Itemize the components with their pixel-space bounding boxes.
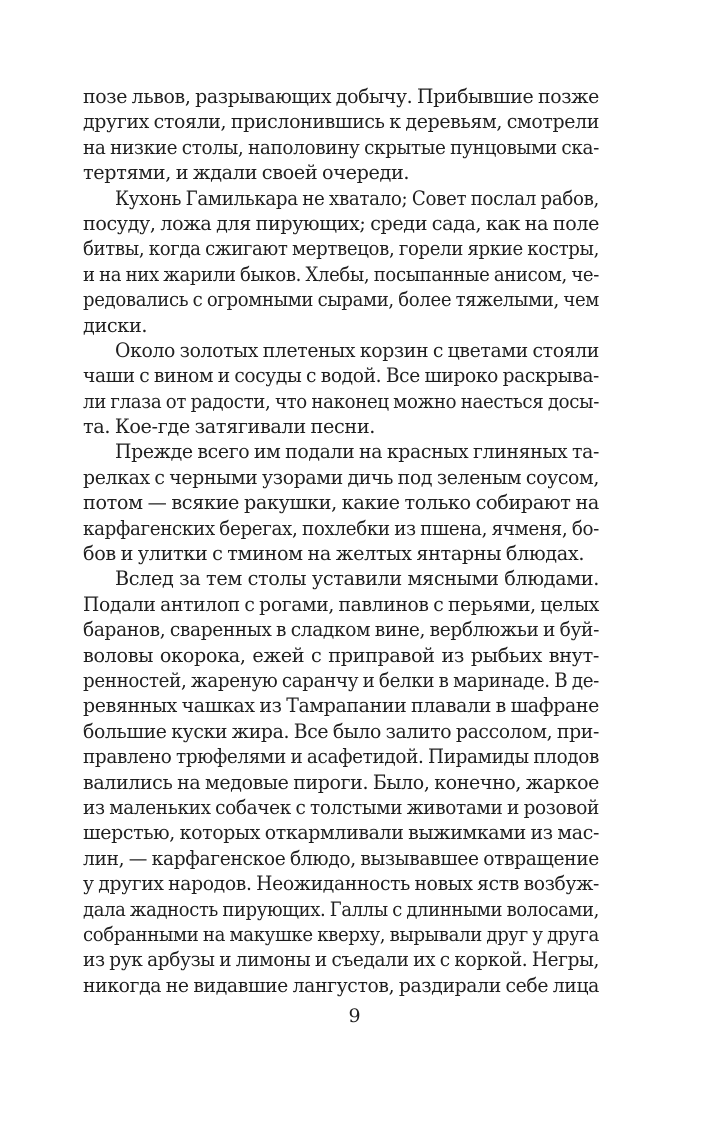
text-line: Вслед за тем столы уставили мясными блюдами. bbox=[115, 567, 599, 591]
text-line: Около золотых плетеных корзин с цветами стояли bbox=[115, 338, 599, 362]
text-line: позе львов, разрывающих добычу. Прибывшие позже bbox=[83, 85, 599, 108]
text-line: ревянных чашках из Тамрапании плавали в шафране bbox=[83, 694, 599, 718]
paragraph bbox=[83, 186, 599, 338]
page-number: 9 bbox=[348, 1005, 361, 1027]
paragraph bbox=[83, 566, 599, 998]
text-line: у других народов. Неожиданность новых яств возбуж- bbox=[83, 872, 599, 896]
text-line: посуду, ложа для пирующих; среди сада, как на поле bbox=[83, 211, 599, 235]
text-line: лин, — карфагенское блюдо, вызывавшее отвращение bbox=[83, 846, 599, 870]
text-line: редовались с огромными сырами, более тяжелыми, чем bbox=[83, 288, 599, 312]
text-line: валились на медовые пироги. Было, конечно, жаркое bbox=[83, 770, 599, 794]
text-line: баранов, сваренных в сладком вине, верблюжьи и буй- bbox=[83, 618, 599, 642]
text-line: Прежде всего им подали на красных глиняных та- bbox=[115, 440, 599, 464]
text-line: ли глаза от радости, что наконец можно наесться досы- bbox=[83, 389, 599, 413]
body-text bbox=[83, 84, 599, 998]
text-line: дала жадность пирующих. Галлы с длинными волосами, bbox=[83, 897, 599, 921]
text-line: собранными на макушке кверху, вырывали друг у друга bbox=[83, 922, 599, 946]
text-line: никогда не видавшие лангустов, раздирали себе лица bbox=[83, 973, 599, 997]
text-line: шерстью, которых откармливали выжимками из мас- bbox=[83, 821, 599, 845]
text-line: тертями, и ждали своей очереди. bbox=[83, 161, 410, 185]
text-line: правлено трюфелями и асафетидой. Пирамиды плодов bbox=[83, 745, 599, 769]
text-line: ренностей, жареную саранчу и белки в маринаде. В де- bbox=[83, 668, 599, 692]
text-line: чаши с вином и сосуды с водой. Все широко раскрыва- bbox=[83, 364, 599, 388]
text-line: диски. bbox=[83, 313, 148, 337]
text-line: та. Кое-где затягивали песни. bbox=[83, 415, 376, 439]
text-line: и на них жарили быков. Хлебы, посыпанные анисом, че- bbox=[83, 262, 599, 286]
text-line: битвы, когда сжигают мертвецов, горели яркие костры, bbox=[83, 237, 599, 261]
text-line: воловы окорока, ежей с приправой из рыбьих внут- bbox=[83, 643, 599, 667]
text-line: релках с черными узорами дичь под зеленым соусом, bbox=[83, 465, 599, 489]
text-line: на низкие столы, наполовину скрытые пунцовыми ска- bbox=[83, 135, 599, 159]
paragraph bbox=[83, 338, 599, 440]
text-line: потом — всякие ракушки, какие только собирают на bbox=[83, 491, 599, 515]
text-line: из маленьких собачек с толстыми животами и розовой bbox=[83, 795, 599, 819]
text-line: карфагенских берегах, похлебки из пшена, ячменя, бо- bbox=[83, 516, 599, 540]
text-line: Подали антилоп с рогами, павлинов с перьями, целых bbox=[83, 592, 599, 616]
paragraph bbox=[83, 84, 599, 186]
text-line: Кухонь Гамилькара не хватало; Совет послал рабов, bbox=[115, 186, 599, 210]
text-line: других стояли, прислонившись к деревьям, смотрели bbox=[83, 110, 599, 134]
text-line: большие куски жира. Все было залито рассолом, при- bbox=[83, 719, 599, 743]
text-line: из рук арбузы и лимоны и съедали их с коркой. Негры, bbox=[83, 948, 599, 972]
text-line: бов и улитки с тмином на желтых янтарны блюдах. bbox=[83, 542, 585, 566]
paragraph bbox=[83, 439, 599, 566]
